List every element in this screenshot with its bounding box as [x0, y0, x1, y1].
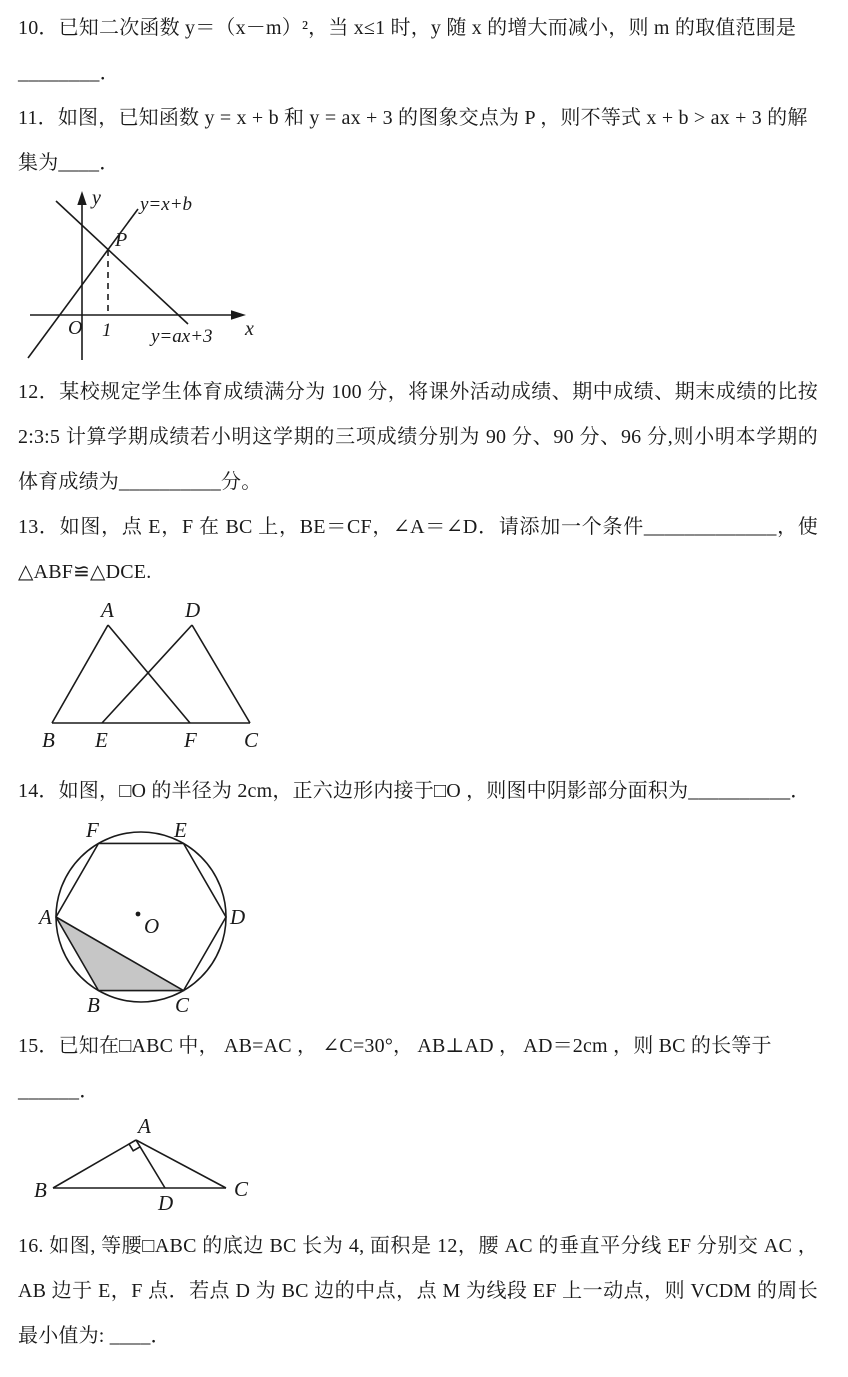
figure-14-circle-hexagon	[38, 818, 818, 1016]
vertex-A-label: A	[138, 1118, 151, 1138]
question-11-text: 11．如图，已知函数 y = x + b 和 y = ax + 3 的图象交点为 P ，则不等式 x + b > ax + 3 的解集为____．	[18, 107, 808, 174]
vertex-B-label: B	[34, 1178, 47, 1202]
question-14-text: 14．如图，□O 的半径为 2cm，正六边形内接于□O ，则图中阴影部分面积为__________．	[18, 780, 811, 802]
vertex-E-label: E	[95, 728, 108, 752]
origin-label: O	[68, 317, 83, 339]
vertex-C-label: C	[234, 1177, 249, 1201]
vertex-B-label: B	[87, 993, 100, 1016]
segment-AB	[53, 1140, 136, 1188]
vertex-E-label: E	[174, 818, 187, 842]
question-16-text: 16. 如图, 等腰□ABC 的底边 BC 长为 4, 面积是 12，腰 AC 的垂直平分线 EF 分别交 AC ，AB 边于 E，F 点．若点 D 为 BC 边的中点，点 M 为线段 EF 上一动点，则 VCDM 的周长最小值为: ____．	[18, 1235, 818, 1347]
segment-AB	[52, 625, 108, 723]
vertex-D-label: D	[185, 598, 201, 622]
figure-15-triangle	[26, 1118, 818, 1218]
segment-AC	[136, 1140, 226, 1188]
vertex-F-label: F	[86, 818, 99, 842]
center-dot	[136, 912, 141, 917]
question-15-text: 15．已知在□ABC 中， AB=AC ， ∠C=30°， AB⊥AD ， AD＝2cm ，则 BC 的长等于______．	[18, 1035, 772, 1102]
falling-line-label: y=ax+3	[151, 326, 213, 347]
x-axis-arrow	[231, 310, 246, 320]
vertex-B-label: B	[42, 728, 55, 752]
figure-15-svg	[26, 1118, 276, 1218]
vertex-A-label: A	[39, 905, 52, 929]
line-y-equals-ax-plus-3	[56, 201, 188, 324]
tick-1-label: 1	[102, 320, 112, 341]
figure-13-triangles	[32, 595, 818, 763]
question-10-text: 10．已知二次函数 y＝（x－m）²，当 x≤1 时，y 随 x 的增大而减小，则 m 的取值范围是________．	[18, 17, 797, 84]
vertex-D-label: D	[158, 1191, 174, 1215]
vertex-C-label: C	[175, 993, 190, 1016]
y-axis-label: y	[92, 188, 101, 209]
vertex-F-label: F	[184, 728, 197, 752]
question-13-text: 13．如图，点 E，F 在 BC 上，BE＝CF，∠A＝∠D．请添加一个条件_____________，使△ABF≌△DCE.	[18, 516, 818, 583]
point-p-label: P	[115, 229, 128, 251]
question-12-text: 12．某校规定学生体育成绩满分为 100 分，将课外活动成绩、期中成绩、期末成绩的比按 2:3:5 计算学期成绩若小明这学期的三项成绩分别为 90 分、90 分、96 分,则小明本学期的体育成绩为__________分。	[18, 381, 818, 493]
figure-11-graph	[18, 188, 818, 368]
rising-line-label: y=x+b	[140, 194, 193, 215]
vertex-A-label: A	[101, 598, 114, 622]
center-O-label: O	[144, 914, 160, 938]
vertex-C-label: C	[244, 728, 259, 752]
y-axis-arrow	[77, 191, 86, 205]
figure-13-svg	[32, 595, 312, 763]
figure-11-svg	[18, 188, 268, 368]
x-axis-label: x	[245, 318, 254, 340]
figure-14-svg	[38, 818, 268, 1016]
segment-DC	[192, 625, 250, 723]
vertex-D-label: D	[230, 905, 246, 929]
